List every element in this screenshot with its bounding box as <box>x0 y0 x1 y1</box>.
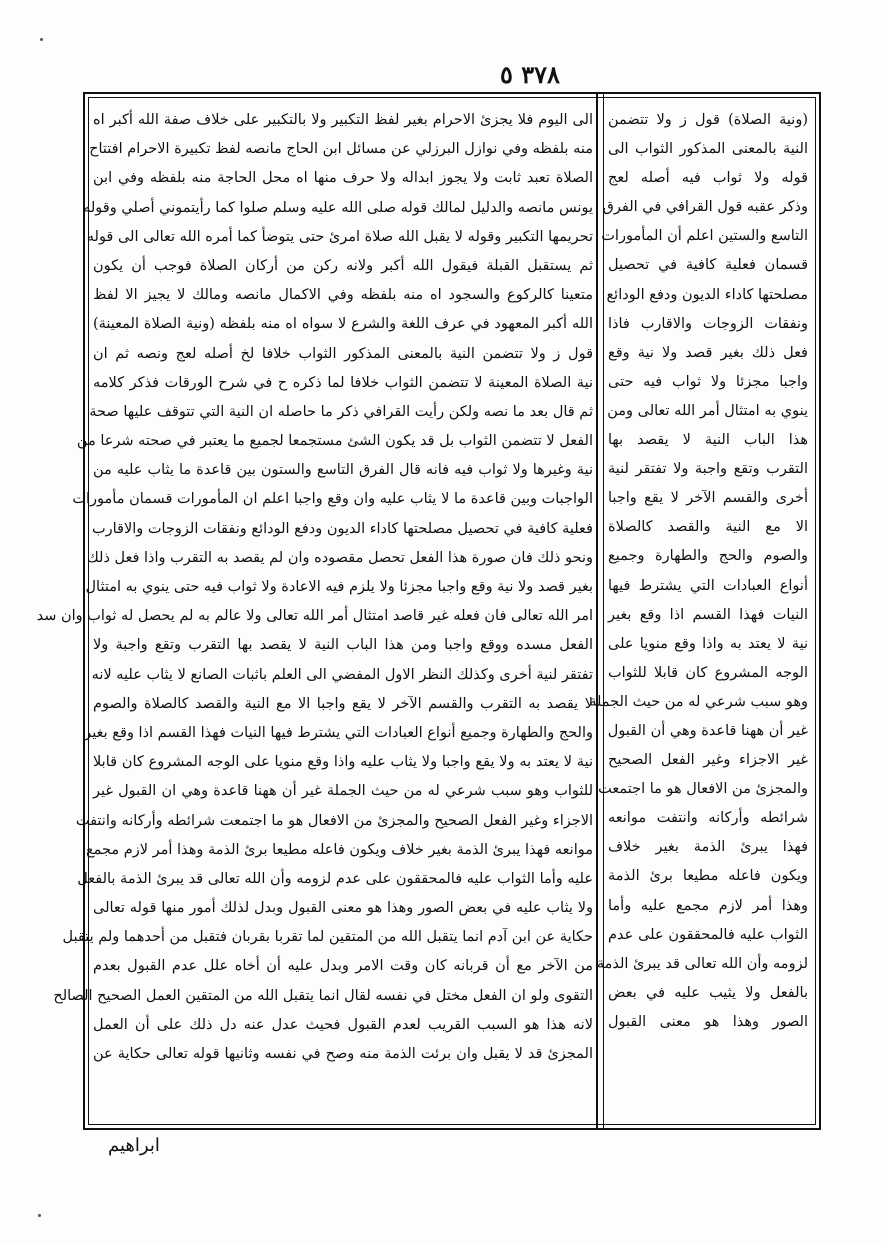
gloss-text-line: أنواع العبادات التي يشترط فيها <box>608 577 808 594</box>
gloss-text-line: مصلحتها كاداء الديون ودفع الودائع <box>606 286 808 303</box>
gloss-text-line: نية لا يعتد به واذا وقع منويا على <box>608 635 808 652</box>
main-text-line: الى اليوم فلا يجزئ الاحرام بغير لفظ التكبير ولا بالتكبير على خلاف صفة الله أكبر اه <box>93 112 593 128</box>
main-text-line: ونحو ذلك فان صورة هذا الفعل تحصل مقصوده وان لم يقصد به التقرب واذا فعل ذلك <box>86 549 593 566</box>
main-text-line: بغير قصد ولا نية وقع واجبا مجزئا ولا يلزم فيه الاعادة ولا ثواب فيه حتى ينوي به امتثال <box>85 579 593 595</box>
main-text-line: ثم يستقبل القبلة فيقول الله أكبر ولانه ركن من أركان الصلاة فوجب أن يكون <box>93 257 593 274</box>
gloss-text-line: أخرى والقسم الآخر لا يقع واجبا <box>608 490 808 507</box>
page-frame <box>36 92 821 1130</box>
main-text-line: للثواب وهو سبب شرعي له من حيث الجملة غير أن ههنا قاعدة وهي ان القبول غير <box>93 783 593 800</box>
main-text-line: قول ز ولا تتضمن النية بالمعنى المذكور الثواب خلافا لخ أصله لعج ونصه ثم ان <box>93 345 593 362</box>
main-text-line: ولا يثاب عليه في بعض الصور وهذا هو معنى القبول وبدل لذلك أمور منها قوله تعالى <box>93 900 593 917</box>
main-text-line: من الآخر مع أن قربانه كان وقت الامر وبدل عليه أن أخاه علل عدم القبول بعدم <box>93 958 593 975</box>
gloss-text-line: فهذا يبرئ الذمة بغير خلاف <box>608 839 808 856</box>
gloss-text-line: الا مع النية والقصد كالصلاة <box>608 519 808 536</box>
gloss-text-line: فعل ذلك بغير قصد ولا نية وقع <box>608 344 808 361</box>
main-text-line: تفتقر لنية أخرى وكذلك النظر الاول المفضي الى العلم باثبات الصانع لا يثاب عليه لانه <box>91 666 593 683</box>
main-text-line: لانه هذا هو السبب القريب لعدم القبول فحيث عدل عنه دل ذلك على أن العمل <box>93 1016 593 1033</box>
gloss-text-line: وهو سبب شرعي له من حيث الجملة <box>589 693 808 710</box>
gloss-text-line: وهذا أمر لازم مجمع عليه وأما <box>608 897 808 914</box>
main-text-column <box>36 106 593 1118</box>
gloss-text-line: التاسع والستين اعلم أن المأمورات <box>601 228 808 245</box>
gloss-text-line: غير أن ههنا قاعدة وهي أن القبول <box>607 722 808 739</box>
main-text-line: ثم قال بعد ما نصه ولكن رأيت القرافي ذكر ما حاصله ان النية التي تتوقف عليها صحة <box>89 403 593 420</box>
main-text-line: الله أكبر المعهود في عرف اللغة والشرع لا سواه اه منه بلفظه (ونية الصلاة المعينة) <box>93 316 593 333</box>
gloss-text-line: غير الاجزاء وغير الفعل الصحيح <box>608 752 808 769</box>
gloss-text-line: التقرب وتقع واجبة ولا تفتقر لنية <box>608 461 808 478</box>
gloss-text-line: قسمان فعلية كافية في تحصيل <box>608 257 808 274</box>
gloss-text-line: الوجه المشروع كان قابلا للثواب <box>608 664 808 681</box>
gloss-text-line: ويكون فاعله مطيعا برئ الذمة <box>608 868 808 885</box>
main-text-line: المجزئ قد لا يقبل وان برئت الذمة منه وصح في نفسه وثانيها قوله تعالى حكاية عن <box>93 1046 593 1062</box>
paper-speck <box>40 38 43 41</box>
gloss-text-line: ينوي به امتثال أمر الله تعالى ومن <box>607 402 808 419</box>
main-text-line: نية الصلاة المعينة لا تتضمن الثواب خلافا لما ذكره ح في شرح الورقات فذكر كلامه <box>93 374 593 391</box>
main-text-line: الواجبات وبين قاعدة ما لا يثاب عليه وان وقع واجبا اعلم ان المأمورات قسمان مأمورات <box>72 491 593 508</box>
main-text-line: منه بلفظه وفي نوازل البرزلي عن مسائل ابن الحاج مانصه لفظ تكبيرة الاحرام افتتاح <box>89 141 593 158</box>
main-text-line: نية وغيرها ولا ثواب فيه فانه قال الفرق التاسع والستون بين قاعدة ما يثاب عليه من <box>93 462 593 479</box>
gloss-text-line: وذكر عقبه قول القرافي في الفرق <box>602 199 808 216</box>
main-text-line: حكاية عن ابن آدم انما يتقبل الله من المتقين لما تقربا بقربان فتقبل من أحدهما ولم يتقبل <box>62 929 593 946</box>
gloss-text-line: النيات فهذا القسم اذا وقع بغير <box>608 606 808 623</box>
gloss-text-line: شرائطه وأركانه وانتفت موانعه <box>608 810 808 827</box>
main-text-line: تحريمها التكبير وقوله لا يقبل الله صلاة امرئ حتى يتوضأ كما أمره الله تعالى الى قوله <box>86 228 593 245</box>
gloss-text-line: واجبا مجزئا ولا ثواب فيه حتى <box>608 373 808 390</box>
gloss-text-line: الصور وهذا هو معنى القبول <box>608 1013 808 1030</box>
page-number: ٣٧٨ ٥ <box>500 60 560 89</box>
paper-speck <box>38 1214 41 1217</box>
marginal-gloss-column <box>589 106 808 1118</box>
gloss-text-line: ونفقات الزوجات والاقارب فاذا <box>608 315 808 332</box>
gloss-text-line: لزومه وأن الله تعالى قد يبرئ الذمة <box>596 955 808 972</box>
gloss-text-line: النية بالمعنى المذكور الثواب الى <box>608 141 808 158</box>
gloss-text-line: الثواب عليه فالمحققون على عدم <box>608 926 808 943</box>
gloss-text-line: بالفعل ولا يثيب عليه في بعض <box>608 984 808 1001</box>
main-text-line: الفعل مسده ووقع واجبا ومن هذا الباب النية لا يقصد بها التقرب وتقع واجبة ولا <box>93 637 593 654</box>
gloss-text-line: (ونية الصلاة) قول ز ولا تتضمن <box>608 112 808 128</box>
main-text-line: التقوى ولو ان الفعل مختل في نفسه لقال انما يتقبل الله من المتقين العمل الصحيح الصالح <box>53 987 593 1004</box>
catchword: ابراهيم <box>108 1135 160 1156</box>
main-text-line: فعلية كافية في تحصيل مصلحتها كاداء الديون ودفع الودائع ونفقات الزوجات والاقارب <box>91 520 593 537</box>
main-text-line: امر الله تعالى فان فعله غير قاصد امتثال أمر الله تعالى ولا عالم به لم يحصل له ثواب وان سد <box>36 608 593 625</box>
gloss-text-line: هذا الباب النية لا يقصد بها <box>608 432 808 449</box>
main-text-line: الصلاة تعبد ثابت ولا يجوز ابداله ولا حرف منها اه محل الحاجة منه بلفظه وفي ابن <box>93 170 593 187</box>
main-text-line: الفعل لا تتضمن الثواب بل قد يكون الشئ مستجمعا لجميع ما يعتبر في صحته شرعا من <box>76 433 593 450</box>
main-text-line: متعينا كالركوع والسجود اه منه بلفظه وفي الاكمال مانصه ومالك لا يجيز الا لفظ <box>93 287 593 304</box>
main-text-line: والحج والطهارة وجميع أنواع العبادات التي يشترط فيها النيات فهذا القسم اذا وقع بغير <box>84 724 593 741</box>
main-text-line: عليه وأما الثواب عليه فالمحققون على عدم لزومه وأن الله تعالى قد يبرئ الذمة بالفعل <box>77 870 593 887</box>
gloss-text-line: والمجزئ من الافعال هو ما اجتمعت <box>598 781 808 798</box>
gloss-text-line: والصوم والحج والطهارة وجميع <box>608 548 808 565</box>
gloss-text-line: قوله ولا ثواب فيه أصله لعج <box>608 170 808 187</box>
main-text-line: الاجزاء وغير الفعل الصحيح والمجزئ من الافعال هو ما اجتمعت شرائطه وأركانه وانتفت <box>75 812 593 829</box>
main-text-line: موانعه فهذا يبرئ الذمة بغير خلاف ويكون فاعله مطيعا برئ الذمة وهذا أمر لازم مجمع <box>85 841 593 858</box>
main-text-line: يونس مانصه والدليل لمالك قوله صلى الله عليه وسلم صلوا كما رأيتموني أصلي وقوله <box>83 199 593 216</box>
main-text-line: نية لا يعتد به ولا يقع واجبا ولا يثاب عليه واذا وقع منويا على الوجه المشروع كان قابلا <box>93 754 593 771</box>
main-text-line: لا يقصد به التقرب والقسم الآخر لا يقع واجبا الا مع النية والقصد كالصلاة والصوم <box>93 695 593 712</box>
